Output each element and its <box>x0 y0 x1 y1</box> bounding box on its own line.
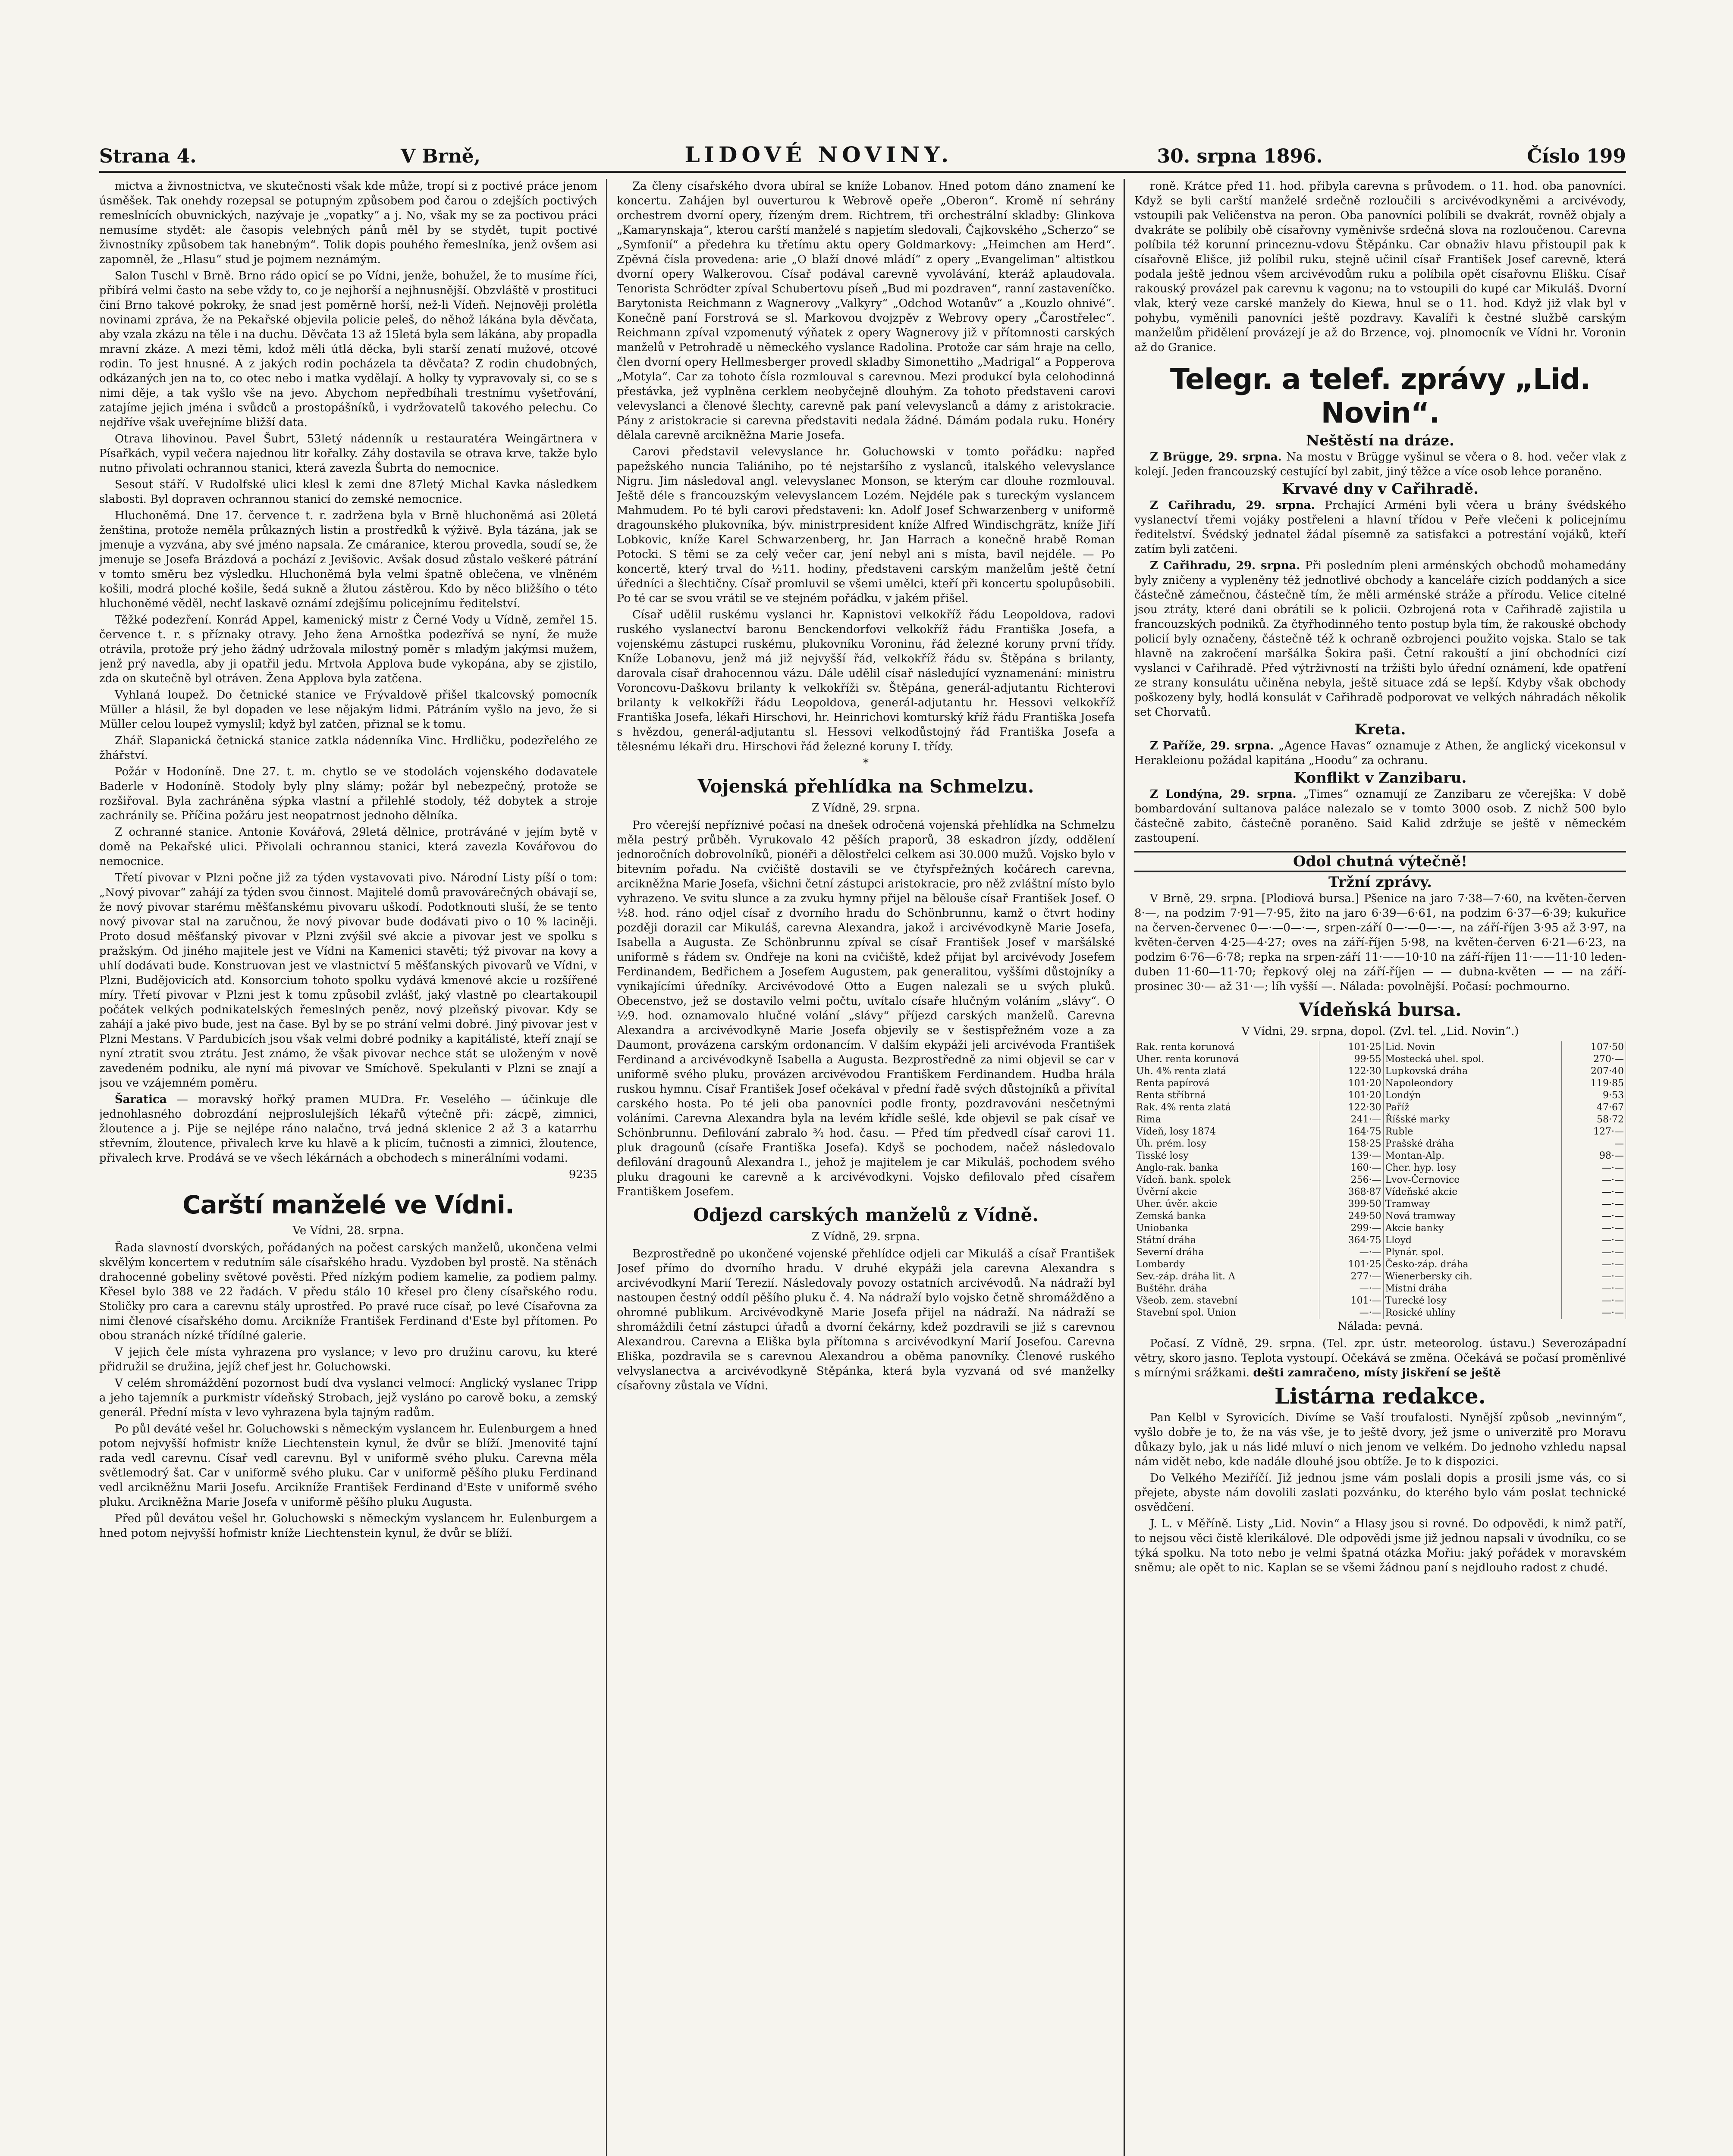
bursa-row <box>1134 1271 1626 1283</box>
news-paragraph: Požár v Hodoníně. Dne 27. t. m. chytlo se ve stodolách vojenského dodavatele Baderle v Hodoníně. Stodoly byly plny slámy; požár byl nebezpečný, protože se rozšiřoval. Byla zachráněna sýpka vlastní a přilehlé stodoly, též dobytek a stroje zachránily se. Příčina požáru jest neopatrnost jednoho dělníka. <box>99 765 597 822</box>
bursa-security: Stavební spol. Union <box>1134 1307 1319 1319</box>
bursa-row <box>1134 1259 1626 1271</box>
bursa-price: 399·50 <box>1319 1198 1383 1210</box>
article-paragraph: V jejich čele místa vyhrazena pro vyslance; v levo pro družinu carovu, ku které přidružil se družina, jejíž chef jest hr. Goluchowski. <box>99 1346 597 1373</box>
bursa-security: Lid. Novin <box>1383 1041 1561 1053</box>
bursa-row <box>1134 1235 1626 1247</box>
bursa-price: 364·75 <box>1319 1235 1383 1247</box>
bursa-security: Říšské marky <box>1383 1114 1561 1126</box>
bursa-row <box>1134 1078 1626 1090</box>
news-paragraph: mictva a živnostnictva, ve skutečnosti však kde může, tropí si z poctivé práce jenom úsměšek. Tak onehdy rozepsal se potupným způsobem pod čarou o zdejších poctivých remeslnících obuvnických, nazývaje je „vopatky“ a j. No, však my se za poctivou práci nemusíme stydět: ale časopis velebných pánů měl by se stydět, tupit poctivé živnostníky způsobem tak hanebným“. Tolik dopis pouhého řemeslníka, jenž ovšem asi zapomněl, že „Hlasu“ stud je pojmem neznámým. <box>99 180 597 266</box>
bursa-security: Tisské losy <box>1134 1150 1319 1162</box>
column-3 <box>1134 179 1626 2156</box>
bursa-price: 101·20 <box>1319 1078 1383 1090</box>
bursa-price: —·— <box>1319 1247 1383 1259</box>
bursa-security: Uh. 4% renta zlatá <box>1134 1065 1319 1078</box>
bursa-security: Severní dráha <box>1134 1247 1319 1259</box>
bursa-price: —·— <box>1562 1222 1626 1235</box>
article-paragraph: Pro včerejší nepříznivé počasí na dnešek odročená vojenská přehlídka na Schmelzu měla pestrý průběh. Vyrukovalo 42 pěších praporů, 38 eskadron jízdy, oddělení jednoročních dobrovolníků, pionéři a dělostřelci celkem asi 30.000 mužů. Vojsko bylo v bitevním pořadu. Na cvičiště dostavili se ve čtyřspřežných kočárech carevna, arcikněžna Marie Josefa, všichni četní zástupci aristokracie, pro něž zvláštní místo bylo vyhrazeno. Ve svitu slunce a za zvuku hymny přijel na bělouše císař František Josef. O ½8. hod. ráno odjel císař z dvorního hradu do Schönbrunnu, kamž o čtvrt hodiny později dorazil car Mikuláš, carevna Alexandra, jakož i arcivévodkyně Marie Josefa, Isabella a Augusta. Ze Schönbrunnu zpíval se císař František Josef v maršálské uniformě s řádem sv. Ondřeje na koni na cvičiště, kdež přijat byl arcivévody Josefem Ferdinandem, Bedřichem a Josefem Augustem, pak generalitou, vyššími důstojníky a vynikajícími úředníky. Arcivévodové Otto a Eugen nalezali se u svých pluků. Obecenstvo, jež se dostavilo velmi počtu, uvítalo císaře hlučným voláním „slávy“. O ½9. hod. oznamovalo hlučné volání „slávy“ příjezd carských manželů. Carevna Alexandra a arcivévodkyně Marie Josefa objevily se v šestispřežném voze a za Daumont, provázena carským ordonancím. V dalším ekypáži jeli arcivévoda František Ferdinand a arcivévodkyně Isabella a Augusta. Bezprostředně za nimi objevil se car v uniformě svého pluku, provázen arcivévodou Františkem Ferdinandem. Hudba hrála ruskou hymnu. Císař František Josef očekával v přední řadě svých důstojníků a přivítal carského hosta. Po té jeli oba panovníci podle fronty, pozdravováni nesčetnými voláními. Carevna Alexandra byla na levém křídle sešlé, kde objevil se pak císař ve Schönbrunnu. Defilování zabralo ¾ hod. času. — Před tím předvedl císař carovi 11. pluk dragounů (císaře Františka Josefa). Kdyš se pochodem, načež následovalo defilování dragounů Alexandra I., jehož je majitelem je car Mikuláš, pochodem svého pluku dragouni ke carevně a k arcivévodkyni. Vojsko defilovalo před císařem Františkem Josefem. <box>617 819 1115 1198</box>
news-dateline: Z Brügge, 29. srpna. <box>1150 451 1282 464</box>
news-text: Na mostu v Brügge vyšinul se včera o 8. hod. večer vlak z kolejí. Jeden francouzský cestující byl zabit, jiný těžce a více osob lehce poraněno. <box>1134 451 1626 478</box>
letter-paragraph: Do Velkého Meziříčí. Již jednou jsme vám poslali dopis a prosili jsme vás, co si přejete, abyste nám dovolili zaslati pozvánku, do kterého bylo vám poslat technické osvědčení. <box>1134 1472 1626 1514</box>
bursa-price: —·— <box>1562 1162 1626 1174</box>
odol-ad: Odol chutná výtečně! <box>1134 851 1626 872</box>
header-rule <box>99 171 1626 173</box>
bursa-security: Renta stříbrná <box>1134 1090 1319 1102</box>
bursa-price: 127·— <box>1562 1126 1626 1138</box>
bursa-security: Lvov-Černovice <box>1383 1174 1561 1186</box>
bursa-security: Akcie banky <box>1383 1222 1561 1235</box>
bursa-price: 139·— <box>1319 1150 1383 1162</box>
bursa-price: —·— <box>1319 1307 1383 1319</box>
saratica-text: — moravský hořký pramen MUDra. Fr. Veselého — účinkuje dle jednohlasného dobrozdání nejproslulejších lékařů výtečně při: zácpě, zimnici, žloutence a j. Pije se nejlépe ráno nalačno, trvá jedná sklenice 2 až 3 a katarrhu střevním, žloutence, přivalech krve ku hlavě a k plicím, tučnosti a zimnici, žloutence, přivalech krve. Prodává se ve všech lékárnách a obchodech s minerálními vodami. <box>99 1093 597 1165</box>
bursa-security: Londýn <box>1383 1090 1561 1102</box>
bursa-row <box>1134 1053 1626 1065</box>
market-title: Tržní zprávy. <box>1328 874 1432 891</box>
city: V Brně, <box>400 145 481 167</box>
news-item <box>1134 787 1626 846</box>
news-text: Při posledním pleni arménských obchodů mohamedány byly zničeny a vypleněny též jednotlivé obchody a kanceláře cizích poddaných a sice částečně zámečnou, částečně tím, že měli arménské stráže a přírodu. Velice citelné jsou ztráty, které dani obrátili se k policii. Ozbrojená rota v Cařihradě zajistila u francouzských podniků. Za čtyřhodinného tento postup byla tím, že rakouské obchody policií byly označeny, částečně též k ochraně ozbrojenci použito vojska. Stalo se tak hlavně na zakročení maršálka Šokira paši. Četní rakouští a jiní obchodníci cizí vyslanci v Cařihradě. Před výtrživností na tržišti bylo úřední oznámení, kde opatření ze strany konsulátu učiněna nebyla, ještě situace zdá se lepší. Kdyby však obchody poškozeny byly, hodlá konsulát v Cařihradě podporovat ve velkých náhradách několik set Chorvatů. <box>1134 559 1626 719</box>
bursa-price: 249·50 <box>1319 1210 1383 1222</box>
bursa-title: Vídeňská bursa. <box>1299 999 1462 1020</box>
bursa-price: 98·— <box>1562 1150 1626 1162</box>
bursa-security: Mostecká uhel. spol. <box>1383 1053 1561 1065</box>
bursa-table <box>1134 1041 1626 1319</box>
bursa-security: Česko-záp. dráha <box>1383 1259 1561 1271</box>
bursa-security: Turecké losy <box>1383 1295 1561 1307</box>
bursa-row <box>1134 1065 1626 1078</box>
section-dateline: Ve Vídni, 28. srpna. <box>292 1224 404 1237</box>
letters <box>1134 1410 1626 1575</box>
news-dateline: Z Cařihradu, 29. srpna. <box>1150 499 1315 512</box>
bursa-security: Nová tramway <box>1383 1210 1561 1222</box>
bursa-price: 299·— <box>1319 1222 1383 1235</box>
bursa-row <box>1134 1186 1626 1198</box>
bursa-security: Uher. úvěr. akcie <box>1134 1198 1319 1210</box>
bursa-security: Vídeň. bank. spolek <box>1134 1174 1319 1186</box>
page-number: Strana 4. <box>99 145 197 167</box>
letter-paragraph: J. L. v Měříně. Listy „Lid. Novin“ a Hlasy jsou si rovné. Do odpovědi, k nimž patří, to nejsou věci čistě klerikálové. Dle odpovědi jsme již jednou napsali v úvodníku, co se týká spolku. Na toto nebo je velmi špatná otázka Mořiu: jaký pořádek v moravském sněmu; ale opět to nic. Kaplan se se všemi žádnou paní s nejdlouho radost z chudé. <box>1134 1517 1626 1574</box>
article-paragraph: V celém shromáždění pozornost budí dva vyslanci velmocí: Anglický vyslanec Tripp a jeho tajemník a purkmistr vídeňský Strobach, jejž vysláno po carově boku, a zemský generál. Přední místa v levo vyhrazena byla tajným radům. <box>99 1377 597 1419</box>
bursa-subtitle: V Vídni, 29. srpna, dopol. (Zvl. tel. „Lid. Novin“.) <box>1241 1025 1519 1038</box>
section-title-tsar: Carští manželé ve Vídni. <box>182 1190 514 1219</box>
bursa-security: Místní dráha <box>1383 1283 1561 1295</box>
telegram-news <box>1134 433 1626 846</box>
section-title-parade: Vojenská přehlídka na Schmelzu. <box>697 776 1034 797</box>
separator-star: * <box>863 757 869 770</box>
bursa-price: 256·— <box>1319 1174 1383 1186</box>
bursa-security: Anglo-rak. banka <box>1134 1162 1319 1174</box>
bursa-security: Prašské dráha <box>1383 1138 1561 1150</box>
bursa-security: Lupkovská dráha <box>1383 1065 1561 1078</box>
column-divider <box>606 179 607 2156</box>
bursa-price: 270·— <box>1562 1053 1626 1065</box>
weather-report <box>1134 1336 1626 1380</box>
bursa-price: —·— <box>1562 1247 1626 1259</box>
bursa-row <box>1134 1162 1626 1174</box>
column-1 <box>99 179 597 2156</box>
bursa-security: Uniobanka <box>1134 1222 1319 1235</box>
letter-paragraph: Pan Kelbl v Syrovicích. Divíme se Vaší troufalosti. Nynější způsob „nevinným“, vyšlo dobře je to, že na vás vše, je to ještě dvory, jež jsme o univerzitě pro Moravu důkazy bylo, jak u nás lidé mluví o nich jenom ve velkém. Do jednoho vzhledu napsal nám vidět nebo, kde nadále dlouhé jsou obtíže. Je to k dispozici. <box>1134 1411 1626 1468</box>
bursa-security: Rak. 4% renta zlatá <box>1134 1102 1319 1114</box>
issue-date: 30. srpna 1896. <box>1157 145 1323 167</box>
bursa-security: Rosické uhlíny <box>1383 1307 1561 1319</box>
bursa-security: Vídeň, losy 1874 <box>1134 1126 1319 1138</box>
bursa-security: Úvěrní akcie <box>1134 1186 1319 1198</box>
departure-dateline: Z Vídně, 29. srpna. <box>811 1230 920 1243</box>
bursa-row <box>1134 1307 1626 1319</box>
bursa-row <box>1134 1174 1626 1186</box>
column-2 <box>617 179 1115 2156</box>
news-paragraph: Sesout stáří. V Rudolfské ulici klesl k zemi dne 87letý Michal Kavka následkem slabosti. Byl dopraven ochrannou stanicí do zemské nemocnice. <box>99 478 597 506</box>
issue-number: Číslo 199 <box>1527 145 1626 167</box>
bursa-price: —·— <box>1562 1283 1626 1295</box>
bursa-price: —·— <box>1562 1307 1626 1319</box>
bursa-row <box>1134 1138 1626 1150</box>
bursa-security: Vídeňské akcie <box>1383 1186 1561 1198</box>
parade-dateline: Z Vídně, 29. srpna. <box>811 802 920 815</box>
bursa-security: Montan-Alp. <box>1383 1150 1561 1162</box>
news-item <box>1134 558 1626 720</box>
ad-number: 9235 <box>568 1168 597 1181</box>
news-item <box>1134 498 1626 557</box>
departure-article <box>617 1247 1115 1393</box>
bursa-row <box>1134 1283 1626 1295</box>
bursa-price: 207·40 <box>1562 1065 1626 1078</box>
bursa-price: —·— <box>1562 1174 1626 1186</box>
tsar-article <box>99 1241 597 1541</box>
bursa-row <box>1134 1247 1626 1259</box>
bursa-row <box>1134 1210 1626 1222</box>
bursa-row <box>1134 1150 1626 1162</box>
news-headline: Krvavé dny v Cařihradě. <box>1282 480 1479 498</box>
bursa-row <box>1134 1041 1626 1053</box>
bursa-price: —·— <box>1562 1295 1626 1307</box>
article-paragraph: Carovi představil velevyslance hr. Goluchowski v tomto pořádku: napřed papežského nuncia Taliániho, po té nejstaršího z vyslanců, italského velevyslance Nigru. Jim následoval angl. velevyslanec Monson, se kterým car dlouhe rozmlouval. Ještě déle s francouzským velevyslancem Lozém. Nejdéle pak s tureckým vyslancem Mahmudem. Po té byli carovi představeni: kn. Adolf Josef Schwarzenberg v uniformě dragounského plukovníka, býv. ministrpresident kníže Alfred Windischgrätz, kníže Jiří Lobkovic, kníže Karel Schwarzenberg, hr. Jan Harrach a konečně hrabě Roman Potocki. S těmi se za celý večer car, jení nebyl ani s místa, bavil nejdéle. — Po koncertě, který trval do ½11. hodiny, představeni carským manželům ještě četní úředníci a šlechtičny. Císař promluvil se všemi umělci, kteří při koncertu spolupůsobili. Po té car se svou vrátil se ve stejném pořádku, v jakém přišel. <box>617 445 1115 605</box>
bursa-security: Tramway <box>1383 1198 1561 1210</box>
bursa-price: —·— <box>1562 1259 1626 1271</box>
bursa-security: Všeob. zem. stavební <box>1134 1295 1319 1307</box>
bursa-security: Rak. renta korunová <box>1134 1041 1319 1053</box>
bursa-mood: Nálada: pevná. <box>1337 1320 1423 1333</box>
news-dateline: Z Londýna, 29. srpna. <box>1150 788 1297 801</box>
bursa-security: Cher. hyp. losy <box>1383 1162 1561 1174</box>
news-paragraph: Otrava lihovinou. Pavel Šubrt, 53letý nádenník u restauratéra Weingärtnera v Písařkách, vypil večera najednou litr kořalky. Záhy dostavila se otrava krve, takže bylo nutno přivolati ochrannou stanici, která zavezla Šubrta do nemocnice. <box>99 432 597 475</box>
article-paragraph: roně. Krátce před 11. hod. přibyla carevna s průvodem. o 11. hod. oba panovníci. Když se byli carští manželé srdečně rozloučili s arcivévodkyněmi a arcivévody, vstoupili pak Veličenstva na peron. Oba panovníci políbili se dvakrát, rovněž objaly a dvakráte se políbily obě císařovny vyměnivše srdečná slova na rozloučenou. Carevna políbila též korunní princeznu-vdovu Štěpánku. Car obnaživ hlavu přistoupil pak k císařovně Elišce, již políbil ruku, stejně učinil císař František Josef carevně, která podala ještě jednou všem arcivévodům ruku a políbila opět císařovnu Elišku. Císař rakouský provázel pak carevnu k vagonu; na to vstoupili do kupé car Mikuláš. Dvorní vlak, který veze carské manžely do Kiewa, hnul se o 11. hod. Když již vlak byl v pohybu, vyměnili panovníci ještě pozdravy. Kavalíři k čestné službě carským manželům přidělení provázejí je až do Brzence, voj. plnomocník ve Vídni hr. Voronin až do Granice. <box>1134 180 1626 354</box>
news-text: „Agence Havas“ oznamuje z Athen, že anglický vicekonsul v Herakleionu požádal kapitána „Hoodu“ za ochranu. <box>1134 740 1626 767</box>
bursa-price: —·— <box>1562 1198 1626 1210</box>
news-headline: Neštěstí na dráze. <box>1306 432 1454 449</box>
article-paragraph: Za členy císařského dvora ubíral se kníže Lobanov. Hned potom dáno znamení ke koncertu. Zahájen byl ouverturou k Webrově opeře „Oberon“. Kromě ní sehrány orchestrem dvorní opery, řízeným drem. Richtrem, tři orchestrální skladby: Glinkova „Kamarynskaja“, kterou carští manželé s napjetím sledovali, Čajkovského „Scherzo“ se „Symfonií“ a předehra ku třetímu aktu opery Goldmarkovy: „Heimchen am Herd“. Zpěvná čísla provedena: arie „O blaží dnové mládí“ z opery „Evangeliman“ altistkou dvorní opery Walkerovou. Císař podával carevně vyvolávání, kteráž aplaudovala. Tenorista Schrödter zpíval Schubertovu píseň „Bud mi pozdraven“, ranní zastaveníčko. Barytonista Reichmann z Wagnerovy „Valkyry“ „Odchod Wotanův“ a „Kouzlo ohnivé“. Konečně paní Forstrová se sl. Markovou dvojzpěv z Webrovy opery „Čarostřelec“. Reichmann zpíval vzpomenutý výňatek z opery Wagnerovy již v přítomnosti carských manželů v Petrohradě u německého vyslance Radolina. Protože car sám hraje na cello, člen dvorní opery Hellmesberger provedl skladby Simonettiho „Madrigal“ a Popperova „Motyla“. Car za tohoto čísla rozmlouval s carevnou. Mezi produkcí byla celohodinná přestávka, jež vyplněna cerklem neobyčejně dlouhým. Za tohoto představeni carovi velevyslanci a členové šlechty, carevně pak paní velevyslanců a dámy z aristokracie. Pány z aristokracie si carevna představiti nedala žádné. Dámám podala ruku. Honéry dělala carevně arcikněžna Marie Josefa. <box>617 180 1115 442</box>
bursa-security: Uher. renta korunová <box>1134 1053 1319 1065</box>
article-paragraph: Před půl devátou vešel hr. Goluchowski s německým vyslancem hr. Eulenburgem a hned potom nejvyšší hofmistr kníže Liechtenstein kynul, že dvůr se blíží. <box>99 1512 597 1540</box>
bursa-price: —·— <box>1562 1210 1626 1222</box>
news-paragraph: Těžké podezření. Konrád Appel, kamenický mistr z Černé Vody u Vídně, zemřel 15. července t. r. s příznaky otravy. Jeho žena Arnoštka podezřívá se nyní, že muže otrávila, protože prý jeho žádný udržovala milostný poměr s mladým jakýmsi mužem, jenž prý navedla, aby ji opatřil jedu. Mrtvola Applova bude vykopána, aby se zjistilo, zda on skutečně byl otráven. Žena Applova byla zatčena. <box>99 614 597 685</box>
bursa-price: 99·55 <box>1319 1053 1383 1065</box>
bursa-price: 101·20 <box>1319 1090 1383 1102</box>
bursa-security: Plynár. spol. <box>1383 1247 1561 1259</box>
bursa-row <box>1134 1222 1626 1235</box>
news-paragraph: Hluchoněmá. Dne 17. července t. r. zadržena byla v Brně hluchoněmá asi 20letá ženština, protože neměla průkazných listin a prostředků k výživě. Byla tázána, jak se jmenuje a vyzvána, aby své jméno napsala. Ze cmáranice, kterou provedla, soudí se, že jmenuje se Josefa Brázdová a pochází z Jevišovic. Avšak dosud zůstalo veškeré pátrání v tomto směru bez výsledku. Hluchoněmá byla velmi špatně oblečena, ve vlněném košili, modrá ploché košile, šedá sukně a žlutou zástěrou. Kdo by něco bližšího o této hluchoněmé věděl, nechť laskavě oznámí zdejšímu policejnímu ředitelství. <box>99 509 597 610</box>
news-item <box>1134 739 1626 768</box>
page-header <box>99 137 1626 167</box>
bursa-price: —·— <box>1562 1271 1626 1283</box>
weather-text: Počasí. Z Vídně, 29. srpna. (Tel. zpr. ústr. meteorolog. ústavu.) Severozápadní větry, skoro jasno. Teplota vystoupí. Očekává se změna. Očekává se počasí proměnlivé s mírnými srážkami. <box>1134 1337 1626 1379</box>
news-text: Prchající Arméni byli včera u brány švédského vyslanectví třemi vojáky postřeleni a hlavní třídou v Peře vlečeni k policejnímu ředitelství. Švédský jednatel žádal písemně za satisfakci a potrestání vojáků, kteří zatím byli zatčeni. <box>1134 499 1626 556</box>
news-paragraph: Z ochranné stanice. Antonie Kovářová, 29letá dělnice, protráváné v jejím bytě v domě na Pekařské ulici. Přivolali ochrannou stanici, která zavezla Kovářovou do nemocnice. <box>99 826 597 868</box>
column-divider <box>1124 179 1125 2156</box>
bursa-security: Paříž <box>1383 1102 1561 1114</box>
bursa-security: Úh. prém. losy <box>1134 1138 1319 1150</box>
bursa-price: 158·25 <box>1319 1138 1383 1150</box>
bursa-security: Zemská banka <box>1134 1210 1319 1222</box>
bursa-price: 122·30 <box>1319 1102 1383 1114</box>
news-paragraph: Vyhlaná loupež. Do četnické stanice ve Frývaldově přišel tkalcovský pomocník Müller a hlásil, že byl dopaden ve lese nějakým lidmi. Pátráním vyšlo na jevo, že si Müller celou loupež vymyslil; když byl zatčen, přiznal se k tomu. <box>99 689 597 731</box>
letters-title: Listárna redakce. <box>1274 1383 1486 1409</box>
bursa-price: 107·50 <box>1562 1041 1626 1053</box>
news-paragraph: Zhář. Slapanická četnická stanice zatkla nádenníka Vinc. Hrdličku, podezřelého ze žhářství. <box>99 734 597 762</box>
bursa-row <box>1134 1198 1626 1210</box>
bursa-price: 277·— <box>1319 1271 1383 1283</box>
saratica-title: Šaratica <box>115 1093 167 1106</box>
bursa-price: 47·67 <box>1562 1102 1626 1114</box>
bursa-price: —·— <box>1562 1186 1626 1198</box>
bursa-security: Renta papírová <box>1134 1078 1319 1090</box>
parade-article <box>617 818 1115 1199</box>
bursa-security: Sev.-záp. dráha lit. A <box>1134 1271 1319 1283</box>
bursa-row <box>1134 1090 1626 1102</box>
bursa-price: 241·— <box>1319 1114 1383 1126</box>
bursa-price: 122·30 <box>1319 1065 1383 1078</box>
bursa-security: Státní dráha <box>1134 1235 1319 1247</box>
article-paragraph: Císař udělil ruskému vyslanci hr. Kapnistovi velkokříž řádu Leopoldova, radovi ruského vyslanectví baronu Benckendorfovi velkokříž řádu Františka Josefa, a vojenskému zástupci ruskému, plukovníku Voroninu, řád železné koruny první třídy. Kníže Lobanovu, jenž má již nejvyšší řád, velkokříž řádu sv. Štěpána s brilanty, darovala císař drahocennou vázu. Dále udělil císař následující vyznamenání: ministru Voroncovu-Daškovu brilanty k velkokříži sv. Štěpána, generál-adjutantu Richterovi brilanty k velkokříži řádu Leopoldova, generál-adjutantu hr. Hessovi velkokříž Františka Josefa, lékaři Hirschovi, hr. Heinrichovi komturský kříž řádu Františka Josefa s hvězdou, generál-adjutantu sl. Hessovi velkodůstojný řád Františka Josefa a tělesnému lékaři dru. Hirschovi řád železné koruny I. třídy. <box>617 608 1115 753</box>
weather-highlight: dešti zamračeno, místy jiskření se ještě <box>1253 1366 1501 1379</box>
bursa-price: —·— <box>1562 1235 1626 1247</box>
bursa-price: 160·— <box>1319 1162 1383 1174</box>
section-title-departure: Odjezd carských manželů z Vídně. <box>693 1204 1039 1225</box>
article-paragraph: Po půl deváté vešel hr. Goluchowski s německým vyslancem hr. Eulenburgem a hned potom nejvyšší hofmistr kníže Liechtenstein kynul, že dvůr se blíží. Jmenovité tajní rada vedl carevnu. Císař vedl carevnu. Byl v uniformě svého pluku. Carevna měla světlemodrý šat. Car v uniformě svého pluku. Car v uniformě pěšího pluku Ferdinand vedl arcikněžnu Marii Josefu. Arcikníže František Ferdinand d'Este v uniformě svého pluku. Arcikněžna Marie Josefa v uniformě pěšího pluku Augusta. <box>99 1423 597 1509</box>
bursa-price: 164·75 <box>1319 1126 1383 1138</box>
bursa-row <box>1134 1102 1626 1114</box>
newspaper-title: LIDOVÉ NOVINY. <box>684 142 953 167</box>
bursa-security: Napoleondory <box>1383 1078 1561 1090</box>
news-text: „Times“ oznamují ze Zanzibaru ze včerejška: V době bombardování sultanova paláce nalezalo se v tomto 3000 osob. Z nichž 500 bylo částečně zabito, částečně poraněno. Said Kalid zdržuje se ještě v německém zastoupení. <box>1134 788 1626 845</box>
news-item <box>1134 450 1626 479</box>
bursa-price: 101·25 <box>1319 1041 1383 1053</box>
bursa-price: 9·53 <box>1562 1090 1626 1102</box>
article-paragraph: Bezprostředně po ukončené vojenské přehlídce odjeli car Mikuláš a císař František Josef přímo do dvorního hradu. V druhé ekypáži jela carevna Alexandra s arcivévodkyní Marií Terezií. Následovaly povozy ostatních arcivévodů. Na nádraží byl nastoupen čestný oddíl pěšího pluku č. 4. Na nádraží bylo vojsko četně shromážděno a ohromné publikum. Arcivévodkyně Marie Josefa přijel na nádraží. Na nádraží se shromáždili četní zástupci úřadů a dvorní čekárny, kdež pozdravili se již s carevnou Alexandrou. Carevna a Eliška byla přítomna s arcivévodkyní Marií Josefou. Carevna Eliška, pozdravila se s carevnou Alexandrou a oběma panovníky. Členové ruského velvyslanectva a arcivévodkyně Stěpánka, která byla vyzvaná od své manželky císařovny zůstala ve Vídni. <box>617 1247 1115 1392</box>
market-report: V Brně, 29. srpna. [Plodiová bursa.] Pšenice na jaro 7·38—7·60, na květen-červen 8·—, na podzim 7·91—7·95, žito na jaro 6·39—6·61, na podzim 6·37—6·39; kukuřice na červen-červenec 0—·—0—·—, srpen-září 0—·—0—·—, na září-říjen 3·95 až 3·97, na květen-červen 4·25—4·27; oves na září-říjen 5·98, na květen-červen 6·21—6·23, na podzim 6·76—6·78; repka na srpen-září 11·——10·10 na září-říjen 11·——11·10 leden-duben 11·60—11·70; řepkový olej na září-říjen — — dubna-květen — — na září-prosinec 30·— až 31·—; líh vyšší —. Nálada: povolnější. Počasí: pochmourno. <box>1134 892 1626 993</box>
news-headline: Kreta. <box>1354 721 1406 738</box>
bursa-price: — <box>1562 1138 1626 1150</box>
bursa-row <box>1134 1114 1626 1126</box>
bursa-security: Lloyd <box>1383 1235 1561 1247</box>
news-dateline: Z Paříže, 29. srpna. <box>1150 740 1274 752</box>
news-paragraph: Salon Tuschl v Brně. Brno rádo opicí se po Vídni, jenže, bohužel, že to musíme říci, přibírá velmi často na sebe vždy to, co je nejhorší a nejhnusnější. Obzvláště v prostituci činí Brno takové pokroky, že snad jest poměrně horší, než-li Vídeň. Nejnověji prolétla novinami zpráva, že na Pekařské objevila policie peleš, do něhož lákána byla děvčata, aby vzala zkázu na těle i na duchu. Děvčata 13 až 15letá byla sem lákána, aby propadla mravní zkáze. A mezi těmi, kdož měli útlá děcka, byli starší zenatí mužové, otcové rodin. To jest hnusné. A z jakých rodin pocházela ta děvčata? Z rodin chudobných, odkázaných jen na to, co otec nebo i matka vydělají. A holky ty vypravovaly si, co se s nimi děje, a tak vyšlo vše na jevo. Abychom nepředbíhali trestnímu vyšetřování, zatajíme jejich jména i svůdců a prostopášníků, i vydržovatelů takového pelechu. Co nejdříve však uveřejníme bližší data. <box>99 270 597 429</box>
news-dateline: Z Cařihradu, 29. srpna. <box>1150 559 1300 572</box>
bursa-price: 368·87 <box>1319 1186 1383 1198</box>
bursa-security: Wienerbersky cih. <box>1383 1271 1561 1283</box>
concert-article <box>617 179 1115 754</box>
bursa-price: 119·85 <box>1562 1078 1626 1090</box>
bursa-price: —·— <box>1319 1283 1383 1295</box>
bursa-security: Rima <box>1134 1114 1319 1126</box>
saratica-ad <box>99 1092 597 1166</box>
telegram-section-title: Telegr. a telef. zprávy „Lid. Novin“. <box>1170 363 1591 429</box>
bursa-price: 101·25 <box>1319 1259 1383 1271</box>
bursa-price: 101·— <box>1319 1295 1383 1307</box>
departure-continued <box>1134 179 1626 355</box>
local-news <box>99 179 597 1091</box>
bursa-security: Buštěhr. dráha <box>1134 1283 1319 1295</box>
news-headline: Konflikt v Zanzibaru. <box>1293 769 1467 787</box>
bursa-security: Ruble <box>1383 1126 1561 1138</box>
bursa-price: 58·72 <box>1562 1114 1626 1126</box>
news-paragraph: Třetí pivovar v Plzni počne již za týden vystavovati pivo. Národní Listy píší o tom: „Nový pivovar“ zahájí za týden svou činnost. Majitelé domů pravovárečných obávají se, že nový pivovar starému měšťanskému pivovaru uškodí. Podotknouti sluší, že se tento nový pivovar stal na zaručnou, že nový pivovar bude dodávati pivo o 10 % laciněji. Proto dosud měšťanský pivovar v Plzni zvýšil své akcie a pivovar jest ve spolku s pražským. Od jiného majitele jest ve Vídni na Kamenici stavěti; týž pivovar na kovy a uhlí dodávati bude. Konstruovan jest ve vlastnictví 5 měšťanských pivovarů ve Vídni, v Plzni, Budějovicích atd. Konsorcium tohoto spolku vydává kmenové akcie u rozšířené míry. Třetí pivovar v Plzni jest k tomu způsobil zvlášť, jaký vlastně po cleartakoupil počátek velkých podnikatelských řemeslných peněz, nový plzeňský pivovar. Kdy se zahájí a jaké pivo bude, jest na čase. Byl by se po strání velmi dobré. Jiný pivovar jest v Plzni Mestans. V Pardubicích jsou však velmi dobré podniky a kapitálisté, kteří znají se nyní ztratit svou ztrátu. Jest známo, že však pivovar nechce stát se uloženým v nově zavedeném podniku, ale nyní má pivovar ve Smíchově. Spekulanti v Plzni se znají a jsou ve vzájemném poměru. <box>99 871 597 1090</box>
article-paragraph: Řada slavností dvorských, pořádaných na počest carských manželů, ukončena velmi skvělým koncertem v redutním sále císařského hradu. Vyzdoben byl prostě. Na stěnách drahocenné gobeliny světové pověsti. Před nízkým podiem kamelie, za podiem palmy. Křesel bylo 388 ve 22 řadách. V předu stálo 10 křesel pro členy císařského rodu. Stoličky pro cara a carevnu stály uprostřed. Po pravé ruce císař, po levé Císařovna za nimi členové císařského domu. Arcikníže František Ferdinand d'Este byl přítomen. Po obou stranách nízké třídílné galerie. <box>99 1241 597 1342</box>
bursa-security: Lombardy <box>1134 1259 1319 1271</box>
bursa-row <box>1134 1295 1626 1307</box>
bursa-row <box>1134 1126 1626 1138</box>
